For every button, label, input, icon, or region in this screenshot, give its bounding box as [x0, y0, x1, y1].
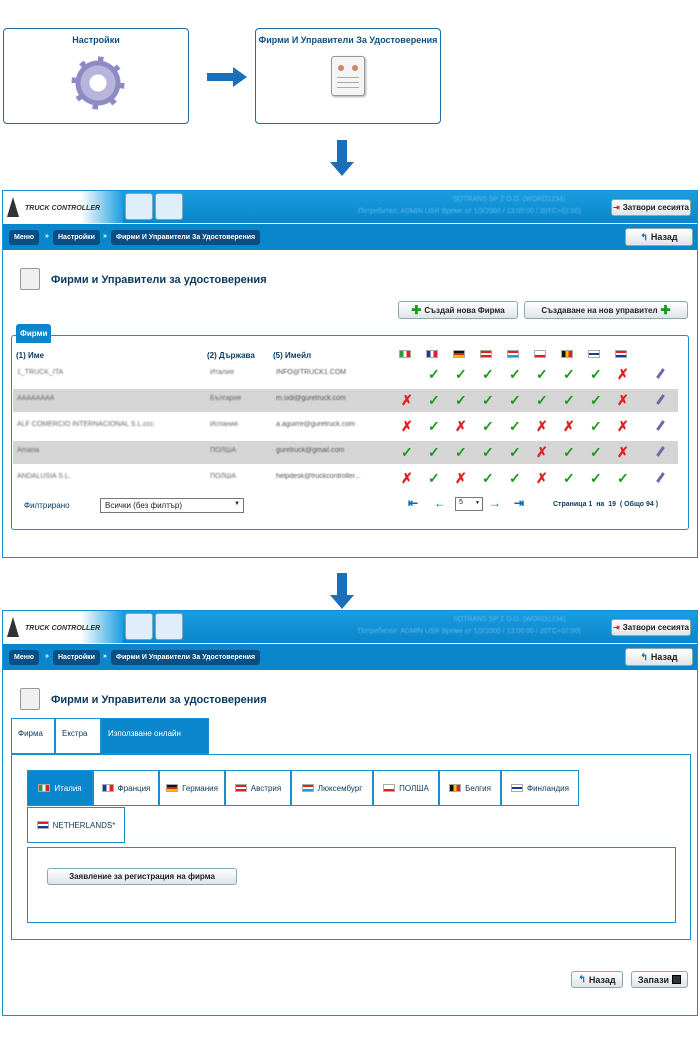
breadcrumb-current: Фирми И Управители За Удостоверения: [111, 650, 260, 665]
computer-icon[interactable]: [125, 193, 153, 220]
company-country: Италия: [210, 369, 234, 376]
check-icon: ✓: [428, 470, 440, 486]
company-email: INFO@TRUCK1.COM: [276, 369, 347, 376]
country-tab[interactable]: [93, 770, 159, 806]
table-row[interactable]: [13, 467, 678, 490]
register-company-button[interactable]: Заявление за регистрация на фирма: [47, 868, 237, 885]
check-icon: ✓: [590, 470, 602, 486]
check-icon: ✓: [563, 392, 575, 408]
check-icon: ✓: [428, 418, 440, 434]
flag-icon: [38, 784, 50, 792]
breadcrumb-separator: »: [45, 653, 49, 660]
breadcrumb-settings[interactable]: Настройки: [53, 230, 100, 245]
check-icon: ✓: [428, 444, 440, 460]
truck-controller-logo: TRUCK CONTROLLER: [3, 611, 123, 643]
logout-icon: ⇥: [612, 623, 620, 632]
flag-icon: [426, 350, 438, 358]
filter-label: Филтрирано: [24, 501, 70, 510]
app-header: [3, 191, 697, 223]
document-icon: [331, 56, 365, 96]
flag-icon: [302, 784, 314, 792]
settings-card-title: Настройки: [72, 35, 120, 45]
computer-icon[interactable]: [125, 613, 153, 640]
cross-icon: ✗: [401, 392, 413, 408]
company-country: ПОЛША: [210, 473, 237, 480]
country-tab-label: Люксембург: [317, 783, 363, 793]
filter-select[interactable]: Всички (без филтър) ▼: [100, 498, 244, 513]
country-tab-label: ПОЛША: [399, 783, 429, 793]
breadcrumb-settings[interactable]: Настройки: [53, 650, 100, 665]
check-icon: ✓: [428, 392, 440, 408]
country-tab[interactable]: [373, 770, 439, 806]
check-icon: ✓: [482, 392, 494, 408]
cross-icon: ✗: [455, 470, 467, 486]
back-button[interactable]: ↰ Назад: [625, 228, 693, 246]
breadcrumb-menu[interactable]: Меню: [9, 230, 39, 245]
company-country: ПОЛША: [210, 447, 237, 454]
table-row[interactable]: [13, 415, 678, 438]
company-email: guretruck@gmail.com: [276, 447, 345, 454]
tab-extra[interactable]: Екстра: [55, 718, 101, 754]
check-icon: ✓: [482, 418, 494, 434]
gear-icon: [72, 57, 124, 109]
flag-icon: [453, 350, 465, 358]
truck-controller-logo: TRUCK CONTROLLER: [3, 191, 123, 223]
logout-button[interactable]: ⇥ Затвори сесията: [611, 619, 691, 636]
check-icon: ✓: [482, 366, 494, 382]
companies-panel: [11, 329, 689, 530]
check-icon: ✓: [482, 444, 494, 460]
breadcrumb-separator: »: [103, 653, 107, 660]
flag-icon: [235, 784, 247, 792]
back-arrow-icon: ↰: [640, 651, 648, 662]
save-button[interactable]: Запази: [631, 971, 688, 988]
company-name: ALF COMERCIO INTERNACIONAL S.L.ccc: [17, 421, 154, 428]
country-tab-label: Франция: [117, 783, 151, 793]
company-country: Испания: [210, 421, 238, 428]
edit-pencil-icon[interactable]: [656, 394, 665, 405]
app-header: [3, 611, 697, 643]
user-label: Потребител: ADMIN USR Време от 1/3/2000 / 13:00:00 / 20TC+02:00): [358, 208, 581, 215]
logout-button[interactable]: ⇥ Затвори сесията: [611, 199, 691, 216]
country-tab[interactable]: [27, 807, 125, 843]
company-name: ANDALUSIA S.L.: [17, 473, 71, 480]
create-company-button[interactable]: ✚ Създай нова Фирма: [398, 301, 518, 319]
cross-icon: ✗: [401, 418, 413, 434]
check-icon: ✓: [509, 470, 521, 486]
check-icon: ✓: [590, 444, 602, 460]
flag-icon: [480, 350, 492, 358]
tab-online-usage[interactable]: Използване онлайн: [101, 718, 209, 754]
check-icon: ✓: [401, 444, 413, 460]
edit-pencil-icon[interactable]: [656, 420, 665, 431]
edit-pencil-icon[interactable]: [656, 446, 665, 457]
country-tab-label: Италия: [54, 783, 82, 793]
flag-icon: [449, 784, 461, 792]
flag-icon: [166, 784, 178, 792]
online-usage-panel: [11, 754, 691, 940]
flag-icon: [399, 350, 411, 358]
check-icon: ✓: [455, 366, 467, 382]
check-icon: ✓: [509, 418, 521, 434]
settings-card[interactable]: [3, 28, 189, 124]
country-tab-label: Австрия: [250, 783, 282, 793]
company-country: България: [210, 395, 241, 402]
arrow-down-icon: [330, 573, 354, 609]
tab-company[interactable]: Фирма: [11, 718, 55, 754]
flag-icon: [615, 350, 627, 358]
back-arrow-icon: ↰: [640, 231, 648, 242]
last-page-icon[interactable]: ⇥: [514, 496, 525, 510]
company-name: 1_TRUCK_ITA: [17, 369, 64, 376]
cross-icon: ✗: [617, 444, 629, 460]
cross-icon: ✗: [536, 470, 548, 486]
cross-icon: ✗: [617, 366, 629, 382]
check-icon: ✓: [563, 444, 575, 460]
country-tab[interactable]: [225, 770, 291, 806]
table-row[interactable]: [13, 441, 678, 464]
country-tab[interactable]: [291, 770, 373, 806]
flag-icon: [561, 350, 573, 358]
cross-icon: ✗: [617, 418, 629, 434]
country-tab-label: NETHERLANDS*: [52, 820, 116, 830]
page-title: Фирми и Управители за удостоверения: [51, 274, 267, 286]
edit-pencil-icon[interactable]: [656, 368, 665, 379]
cross-icon: ✗: [536, 418, 548, 434]
companies-card[interactable]: [255, 28, 441, 124]
country-tab-label: Германия: [182, 783, 218, 793]
breadcrumb: [3, 643, 697, 670]
company-name: AAAAAAAA: [17, 395, 55, 402]
plus-icon: ✚: [660, 303, 671, 317]
column-name[interactable]: (1) Име: [16, 351, 45, 360]
cross-icon: ✗: [617, 392, 629, 408]
check-icon: ✓: [509, 366, 521, 382]
company-edit-screen: [2, 610, 698, 1016]
company-email: helpdesk@truckcontroller...: [276, 473, 361, 480]
pagination-info: Страница 1 на 19 ( Общо 94 ): [553, 501, 659, 508]
check-icon: ✓: [455, 444, 467, 460]
company-name: Amaria: [17, 447, 40, 454]
breadcrumb: [3, 223, 697, 250]
back-arrow-icon: ↰: [578, 974, 586, 984]
vehicle-icon[interactable]: [155, 193, 183, 220]
logout-icon: ⇥: [612, 203, 620, 212]
plus-icon: ✚: [411, 303, 422, 317]
prev-page-icon[interactable]: ←: [434, 496, 446, 510]
flag-icon: [511, 784, 523, 792]
companies-card-title: Фирми И Управители За Удостоверения: [258, 35, 438, 45]
country-tab[interactable]: [439, 770, 501, 806]
page-icon: [20, 688, 40, 710]
companies-panel-tab: Фирми: [16, 324, 51, 343]
check-icon: ✓: [536, 366, 548, 382]
cross-icon: ✗: [455, 418, 467, 434]
country-tab[interactable]: [27, 770, 93, 806]
company-email: a.aguirre@guretruck.com: [276, 421, 356, 428]
check-icon: ✓: [455, 392, 467, 408]
page-size-select[interactable]: 5 ▼: [455, 497, 483, 511]
check-icon: ✓: [590, 366, 602, 382]
table-row[interactable]: [13, 363, 678, 386]
flag-icon: [383, 784, 395, 792]
edit-pencil-icon[interactable]: [656, 472, 665, 483]
breadcrumb-menu[interactable]: Меню: [9, 650, 39, 665]
check-icon: ✓: [509, 444, 521, 460]
country-tab-label: Финландия: [527, 783, 569, 793]
flag-icon: [534, 350, 546, 358]
company-email: m.sidi@guretruck.com: [276, 395, 346, 402]
column-country[interactable]: (2) Държава: [207, 351, 255, 360]
companies-list-screen: [2, 190, 698, 558]
breadcrumb-separator: »: [103, 233, 107, 240]
company-label: SOTRANS SP Z O.O. (WORD1234): [453, 616, 566, 623]
first-page-icon[interactable]: ⇤: [408, 496, 419, 510]
country-tab[interactable]: [501, 770, 579, 806]
back-button-bottom[interactable]: ↰ Назад: [571, 971, 623, 988]
breadcrumb-current: Фирми И Управители За Удостоверения: [111, 230, 260, 245]
check-icon: ✓: [536, 392, 548, 408]
flag-icon: [37, 821, 49, 829]
table-row[interactable]: [13, 389, 678, 412]
next-page-icon[interactable]: →: [489, 496, 501, 510]
back-button[interactable]: ↰ Назад: [625, 648, 693, 666]
check-icon: ✓: [590, 392, 602, 408]
flag-icon: [588, 350, 600, 358]
flag-icon: [102, 784, 114, 792]
check-icon: ✓: [590, 418, 602, 434]
flag-icon: [507, 350, 519, 358]
country-tab-label: Белгия: [465, 783, 491, 793]
company-label: SOTRANS SP Z O.O. (WORD1234): [453, 196, 566, 203]
check-icon: ✓: [563, 366, 575, 382]
arrow-down-icon: [330, 140, 354, 176]
check-icon: ✓: [563, 470, 575, 486]
save-icon: [672, 975, 681, 984]
column-email[interactable]: (5) Имейл: [273, 351, 312, 360]
check-icon: ✓: [509, 392, 521, 408]
breadcrumb-separator: »: [45, 233, 49, 240]
check-icon: ✓: [482, 470, 494, 486]
chevron-down-icon: ▼: [234, 501, 240, 507]
cross-icon: ✗: [401, 470, 413, 486]
country-tab[interactable]: [159, 770, 225, 806]
cross-icon: ✗: [536, 444, 548, 460]
check-icon: ✓: [617, 470, 629, 486]
create-manager-button[interactable]: Създаване на нов управител ✚: [524, 301, 688, 319]
cross-icon: ✗: [563, 418, 575, 434]
chevron-down-icon: ▼: [475, 500, 480, 506]
country-content: [27, 847, 676, 923]
user-label: Потребител: ADMIN USR Време от 1/3/2000 / 13:00:00 / 20TC+02:00): [358, 628, 581, 635]
page-title: Фирми и Управители за удостоверения: [51, 694, 267, 706]
arrow-right-icon: [207, 67, 247, 87]
vehicle-icon[interactable]: [155, 613, 183, 640]
page-icon: [20, 268, 40, 290]
check-icon: ✓: [428, 366, 440, 382]
